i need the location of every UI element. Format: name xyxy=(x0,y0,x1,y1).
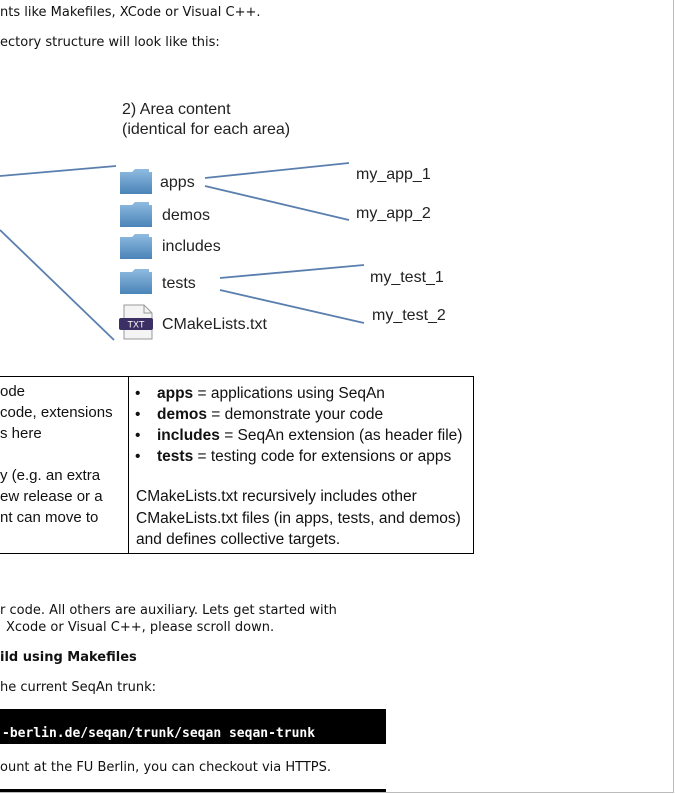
test-child-1: my_test_1 xyxy=(370,269,444,286)
body-para-1-line-2: Xcode or Visual C++, please scroll down. xyxy=(6,620,275,635)
right-table-cell xyxy=(128,376,474,554)
folder-icon-demos xyxy=(120,202,152,227)
bullet-demos: • demos = demonstrate your code xyxy=(135,404,462,425)
intro-line-1: nts like Makefiles, XCode or Visual C++. xyxy=(0,5,261,20)
app-child-1: my_app_1 xyxy=(356,166,431,183)
connector-root-apps xyxy=(0,166,116,176)
connector-root-cmake xyxy=(0,230,114,340)
section-heading: ild using Makefiles xyxy=(0,650,137,665)
test-child-2: my_test_2 xyxy=(372,307,446,324)
body-para-3: ount at the FU Berlin, you can checkout via HTTPS. xyxy=(0,760,332,775)
txt-file-icon xyxy=(119,305,153,339)
code-block-https xyxy=(0,789,386,793)
bullet-tests: • tests = testing code for extensions or apps xyxy=(135,446,462,467)
connector-apps-app2 xyxy=(205,186,349,220)
diagram-title-line-1: 2) Area content xyxy=(122,101,231,118)
cmakelists-description: CMakeLists.txt recursively includes other CMakeLists.txt files (in apps, tests, and demos) and defines collective targets. xyxy=(136,488,461,548)
item-tests-label: tests xyxy=(162,275,196,292)
connector-tests-test1 xyxy=(220,265,364,278)
bullet-apps: • apps = applications using SeqAn xyxy=(135,383,462,404)
code-block-checkout xyxy=(0,709,386,744)
code-line: -berlin.de/seqan/trunk/seqan seqan-trunk xyxy=(2,726,316,741)
txt-badge-label: TXT xyxy=(127,319,145,330)
item-cmakelists-label: CMakeLists.txt xyxy=(162,316,267,333)
item-includes-label: includes xyxy=(162,238,221,255)
left-cell-line: code, extensions xyxy=(0,404,113,421)
diagram-title-line-2: (identical for each area) xyxy=(122,121,291,138)
folder-icon-tests xyxy=(120,269,152,294)
left-cell-line: nt can move to xyxy=(0,509,99,526)
intro-line-2: ectory structure will look like this: xyxy=(0,35,220,50)
item-demos-label: demos xyxy=(162,207,211,224)
left-cell-line: ode xyxy=(0,383,26,400)
connector-apps-app1 xyxy=(205,163,349,178)
area-bullet-list xyxy=(135,383,462,467)
app-child-2: my_app_2 xyxy=(356,205,431,222)
left-cell-line: s here xyxy=(0,425,42,442)
bullet-includes: • includes = SeqAn extension (as header file) xyxy=(135,425,462,446)
folder-icon-apps xyxy=(120,169,152,194)
body-para-2: he current SeqAn trunk: xyxy=(0,680,156,695)
left-cell-line: y (e.g. an extra xyxy=(0,467,101,484)
folder-icon-includes xyxy=(120,234,152,259)
left-cell-line: ew release or a xyxy=(0,488,103,505)
item-apps-label: apps xyxy=(160,174,195,191)
left-table-cell xyxy=(0,376,129,554)
body-para-1-line-1: r code. All others are auxiliary. Lets get started with xyxy=(0,603,337,618)
